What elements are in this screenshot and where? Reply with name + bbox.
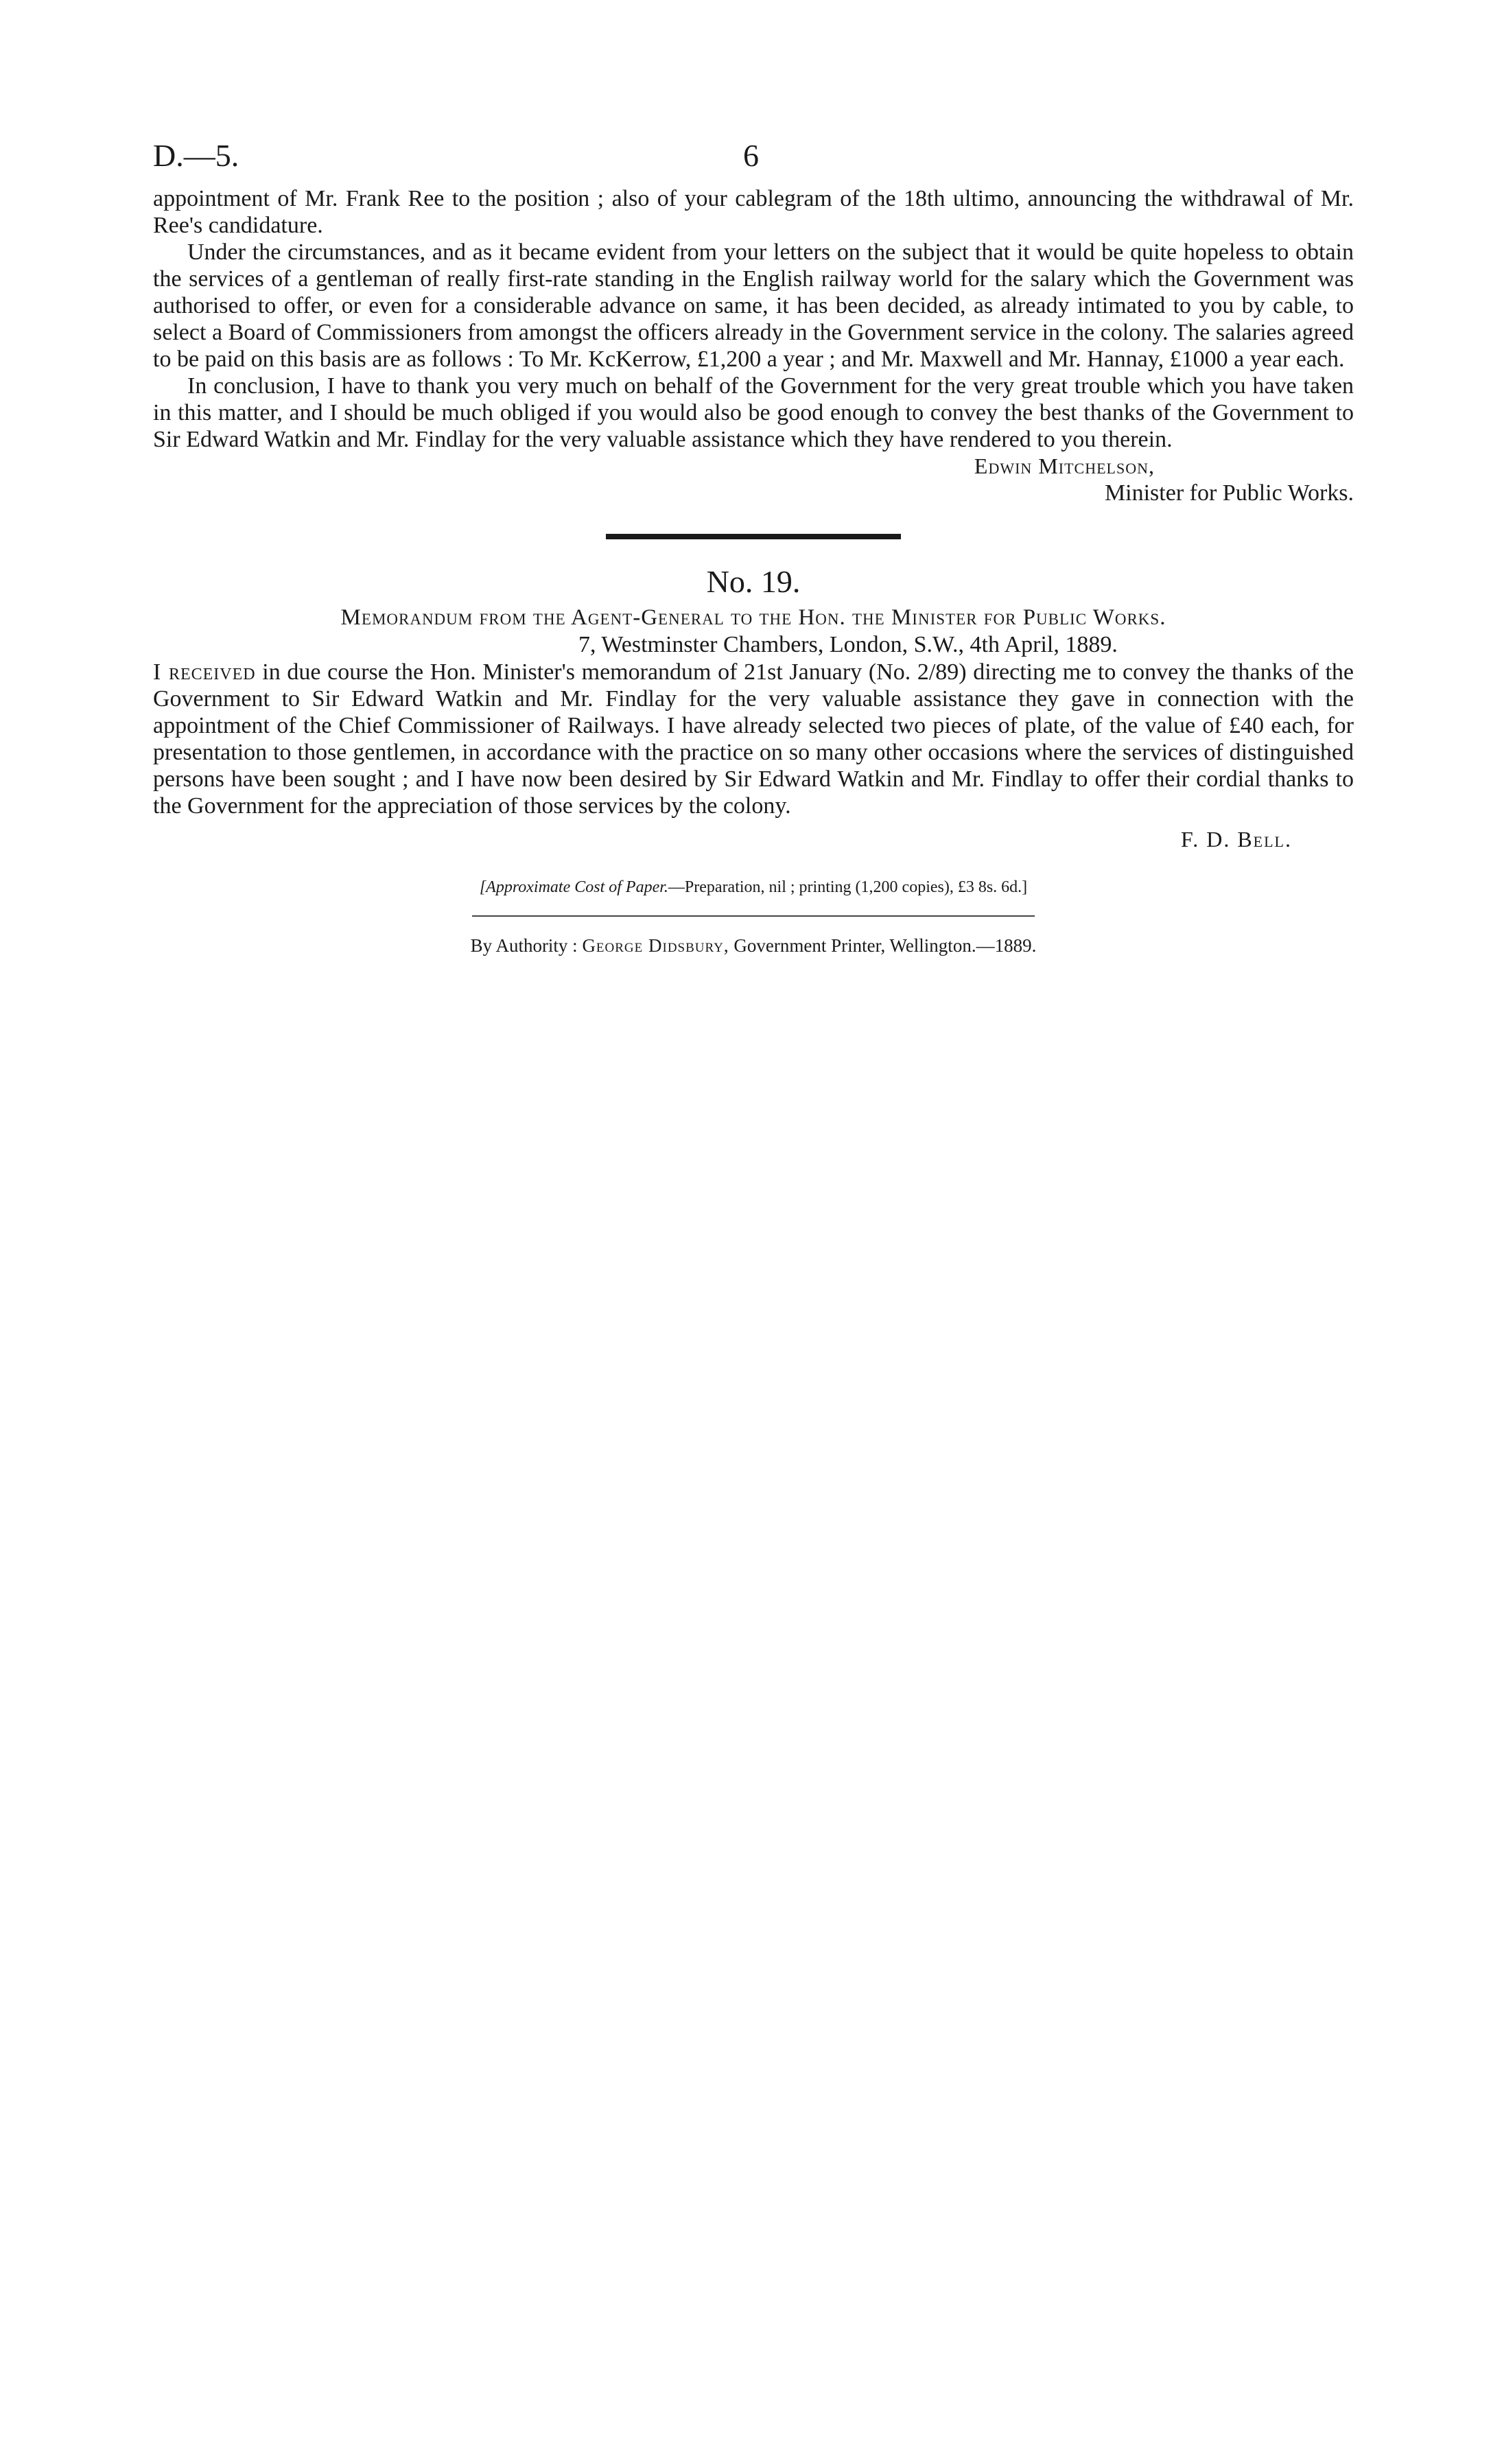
cost-detail: —Preparation, nil ; printing (1,200 copies), £3 8s. 6d.] [668,878,1028,896]
memorandum [153,563,1354,854]
memo-body-text: in due course the Hon. Minister's memorandum of 21st January (No. 2/89) directing me to convey the thanks of the Government to Sir Edward Watkin and Mr. Findlay for the very valuable assistance they gave in connection with the appointment of the Chief Commissioner of Railways. I have already selected two pieces of plate, of the value of £40 each, for presentation to those gentlemen, in accordance with the practice on so many other occasions where the services of distinguished persons have been sought ; and I have now been desired by Sir Edward Watkin and Mr. Findlay to offer their cordial thanks to the Government for the appreciation of those services by the colony. [153,659,1354,819]
printer-prefix: By Authority : [470,935,578,956]
signature-title: Minister for Public Works. [1104,480,1354,506]
footer-divider [472,915,1035,917]
printer-name: George Didsbury, [582,935,729,956]
memo-address: 7, Westminster Chambers, London, S.W., 4th April, 1889. [578,632,1118,657]
memo-signoff: F. D. Bell. [1180,827,1292,852]
signature-name: Edwin Mitchelson, [974,454,1155,478]
cost-note [153,877,1354,897]
printer-suffix: Government Printer, Wellington.—1889. [733,935,1037,956]
page-number: 6 [743,138,759,173]
memo-first-word: I received [153,659,256,685]
letter-continuation [153,185,1354,506]
letter-paragraph-1: appointment of Mr. Frank Ree to the position ; also of your cablegram of the 18th ultimo, announcing the withdrawal of Mr. Ree's candidature. [153,186,1354,238]
memo-number: No. 19. [706,564,801,599]
document-page [153,137,1354,957]
document-code: D.—5. [153,138,239,173]
letter-paragraph-3: In conclusion, I have to thank you very much on behalf of the Government for the very great trouble which you have taken in this matter, and I should be much obliged if you would also be good enough to convey the best thanks of the Government to Sir Edward Watkin and Mr. Findlay for the very valuable assistance which they have rendered to you therein. [153,373,1354,452]
cost-label: [Approximate Cost of Paper. [479,878,668,896]
printer-line [153,935,1354,957]
memo-title: Memorandum from the Agent-General to the Hon. the Minister for Public Works. [340,605,1166,630]
memo-body [153,659,1354,819]
page-header [153,137,1354,185]
letter-paragraph-2: Under the circumstances, and as it became evident from your letters on the subject that it would be quite hopeless to obtain the services of a gentleman of really first-rate standing in the English railway world for the salary which the Government was authorised to offer, or even for a considerable advance on same, it has been decided, as already intimated to you by cable, to select a Board of Commissioners from amongst the officers already in the Government service in the colony. The salaries agreed to be paid on this basis are as follows : To Mr. KcKerrow, £1,200 a year ; and Mr. Maxwell and Mr. Hannay, £1000 a year each. [153,239,1354,372]
section-divider [606,534,901,539]
